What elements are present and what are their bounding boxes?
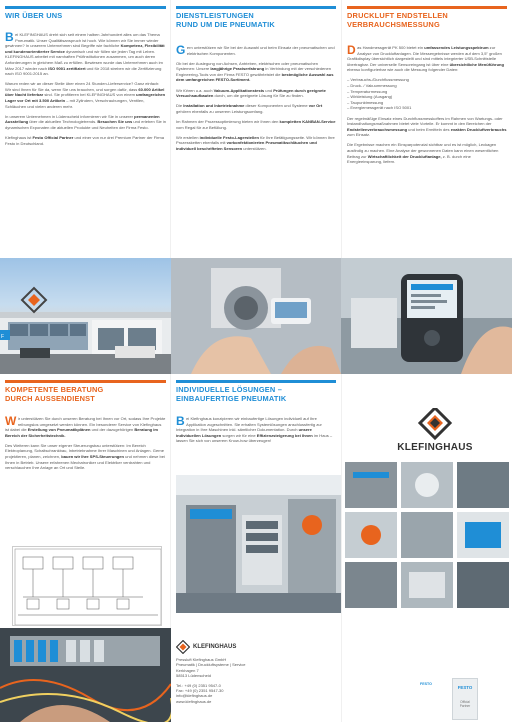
collage-illustration [345, 462, 509, 608]
logo-wordmark: KLEFINGHAUS [397, 442, 473, 453]
section-title: DRUCKLUFT ENDSTELLEN VERBRAUCHSMESSUNG [347, 11, 448, 29]
contact-logo: KLEFINGHAUS [176, 640, 336, 654]
contact-address: Pressluft Klefinghaus GmbH Pneumatik | Druckluftsysteme | Service Kerkhagen 7 58513 Lüdenscheid Tel.: +49 (0) 2351 9547-0 Fax: +49 (0) 2351 9547-30 info@klefinghaus.de www.klefinghaus.de [176, 657, 336, 704]
section-bar [347, 6, 507, 9]
festo-mini-label: FESTO [420, 682, 432, 686]
contact-email[interactable]: info@klefinghaus.de [176, 693, 213, 699]
drop-cap: D [347, 43, 356, 57]
list-item: – Druck- / Vakuummessung [347, 83, 507, 89]
photo-collage [345, 462, 509, 608]
section-bar [5, 380, 166, 383]
building-photo [0, 258, 171, 374]
section-bar [5, 6, 166, 9]
main-logo [380, 408, 490, 458]
list-item: – Wirkleistung (Ausgang) [347, 94, 507, 100]
wiring-photo [0, 628, 171, 722]
measurement-list [347, 77, 507, 111]
section-body: Bei KLEFINGHAUS dreht sich seit einem halben Jahrhundert alles um das Thema Pneumatik. Unser Qualitätsanspruch ist hoch. Wie können wir Sie immer wieder gewinnen? In unserem Unternehmen sind Begriffe wie fachliche Kompetenz, Flexibilität und kundenorientierter Service dynamisch und wir füllen sie jeden Tag mit Leben. KLEFINGHAUS arbeitet mit namhaften Prüfinstitutionen zusammen, um auch deren Anforderungen in gleichem Maß zu erfüllen. Bewiesen wurde das Unternehmen auch im März 2017 wieder nach ISO 9001 zertifiziert und für 2018 streben wir die Zertifizierung nach ISO 9001:2015 an. Warum reden wir an dieser Stelle über einen 24 Stunden-Lieferservice? Ganz einfach: Wir sind Ihnen für Sie da, wenn Sie uns brauchen, und sorgen dafür, dass 60.000 Artikel über Nacht lieferbar sind. Sie profitieren bei KLEFINGHAUS von einem umfangreichen Lager vor Ort mit 3.500 Artikeln – mit Zylindern, Verschraubungen, Ventilen, Schläuchen und vielen anderen mehr. In unserem Unternehmen in Lüdenscheid informieren wir Sie in unserer permanenten Ausstellung über die aktuellen Technologietrends. Besuchen Sie uns und erleben Sie in dynamischen Exponaten die aktuellen Produkte und Neuheiten der Firma Festo. Klefinghaus ist Festo Official Partner und einer von nur drei Premium Partner der Firma Festo in Deutschland. [5, 30, 167, 146]
section-title: WIR ÜBER UNS [5, 11, 63, 20]
drop-cap: W [5, 414, 17, 428]
section-title: KOMPETENTE BERATUNG DURCH AUSSENDIENST [5, 385, 104, 403]
drop-cap: B [5, 30, 14, 44]
drop-cap: G [176, 43, 186, 57]
list-item: – Energiemessgerät nach ISO 5001 [347, 105, 507, 111]
device-illustration [341, 258, 512, 374]
section-title: INDIVIDUELLE LÖSUNGEN – EINBAUFERTIGE PNEUMATIK [176, 385, 287, 403]
measurement-photo [171, 258, 341, 374]
pneumatic-assembly-photo [176, 475, 341, 613]
building-illustration [0, 258, 171, 374]
schematic-drawing [12, 546, 162, 626]
schematic-illustration [13, 547, 162, 626]
contact-block [176, 640, 336, 704]
festo-partner-badge: FESTO Official Partner [452, 678, 478, 720]
section-body: Gern unterstützen wir Sie bei der Auswahl und beim Einsatz der pneumatischen und elektrischen Komponenten. Ob bei der Auslegung von Achsen, Antrieben, elektrischen oder pneumatischen Systemen: Unsere langjährige Praxiserfahrung in Verbindung mit der verschiedenen Engineering-Tools von der Firma FESTO gewährleistet die bestmögliche Auswahl aus dem umfangreichen FESTO-Sortiment. Wir führen u.a. auch Vakuum-Applikationstests und Prüfungen durch geeignete Versuchsaufbauten durch, um die geeignete Lösung für Sie zu finden. Die Installation und Inbetriebnahme dieser Komponenten und Systeme vor Ort gehören ebenfalls zu unserem Leistungsumfang. Im Rahmen der Prozessoptimierung bieten wir Ihnen den kompletten KANBAN-Service vom Regal für zur Befüllung. Wir erstellen individuelle Festo-Lagerstellen für Ihre Betätigungsseite. Wir können Ihre Prozessketten ebenfalls mit vorkonfektionierten Pneumatikschläuchen und individuell beschrifteten Sensoren unterstützen. [176, 43, 336, 151]
section-body: Das Handmessgerät PK 500 bietet ein umfassendes Leistungsspektrum zur Analyse von Druckluftanlagen. Die Messergebnisse werden auf dem 3,5" großen Grafikdisplay übersichtlich dargestellt und sind mittels integrierter USB-Schnittstelle übertragbar. Der universelle Sensoreingang ist über eine übersichtliche Menüführung ebenso konfigurierbar wie auch die Messung folgender Daten: – Verbrauchs-/Durchflussmessung – Druck- / Vakuummessung – Temperaturmessung – Wirkleistung (Ausgang) – Taupunktmessung – Energiemessgerät nach ISO 5001 Der regelmäßige Einsatz eines Durchflussmesskoffers im Rahmen von Wartungs- oder Instandhaltungsmaßnahmen bietet viele Vorteile. Er kommt in den Bereichen der Endstellenverbrauchsmessung und beim Ermitteln des exakten Druckluftverbrauchs zum Einsatz. Die Ergebnisse machen ein Einsparpotenzial sichtbar und es ist möglich, Leckagen ausfindig zu machen. Eine Analyse der gewonnenen Daten kann einen wesentlichen Beitrag zur Wirtschaftlichkeit der Druckluftanlage, z. B. durch eine Energieeinsparung, liefern. [347, 45, 507, 169]
contact-website[interactable]: www.klefinghaus.de [176, 698, 212, 704]
list-item: – Verbrauchs-/Durchflussmessung [347, 77, 507, 83]
drop-cap: B [176, 414, 185, 428]
section-body: Bei Klefinghaus konzipieren wir einbaufertige Lösungen individuell auf Ihre Applikation zugeschnitten. Sie erhalten Systemlösungen anschlussfertig zur Integration in Ihre Maschinen inkl. sämtlicher Dokumentation. Durch unsere individuellen Lösungen sorgen wir für eine Effizienzsteigerung bei Ihnen im Haus – lassen Sie sich von unserem Know-how überzeugen! [176, 414, 333, 444]
list-item: – Taupunktmessung [347, 100, 507, 106]
section-title: DIENSTLEISTUNGEN RUND UM DIE PNEUMATIK [176, 11, 275, 29]
klefinghaus-logo-icon [176, 640, 190, 654]
svg-text:F: F [1, 334, 5, 340]
section-bar [176, 6, 336, 9]
wiring-illustration [0, 628, 171, 722]
measurement-illustration [171, 258, 341, 374]
section-body: Wir unterstützen Sie durch unseren Beratung bei Ihnen vor Ort, sodass Ihre Projekte reibungslos umgesetzt werden können. Ein besonderer Service von Klefinghaus ist dabei die Erstellung von Pneumatikplänen und der dazugehörigen Beratung im Bereich der Sicherheitstechnik. Des Weiteren kann Sie unser eigener Steuerungsbau unterstützen: Im Bereich Elektroplanung, Schaltschrankbau, Inbetriebnahme Ihrer Maschinen und Anlagen. Gerne projektieren, planen, zeichnen, bauen wir Ihre SPS-Steuerungen und nehmen diese bei Ihnen in Betrieb. Unsere erfahrenen Mechatroniker und Elektriker verdrahten und verschlauchen Ihre Anlage an Ort und Stelle. [5, 414, 166, 471]
assembly-illustration [176, 475, 341, 613]
section-bar [176, 380, 336, 383]
device-photo [341, 258, 512, 374]
list-item: – Temperaturmessung [347, 89, 507, 95]
